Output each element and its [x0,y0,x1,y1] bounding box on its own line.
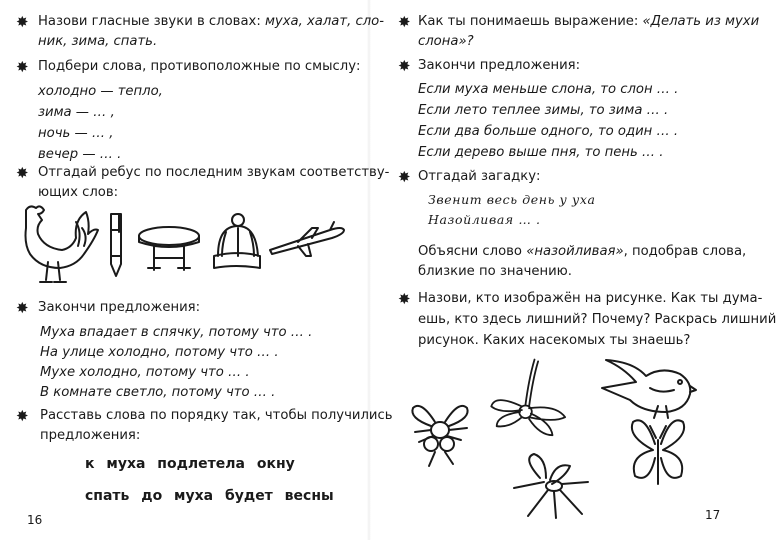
task-instruction: Назови, кто изображён на рисунке. Как ты дума- [418,291,763,306]
bullet-star-icon: ✸ [398,13,411,31]
task-quote: «Делать из мухи [642,14,760,29]
scrambled-sentence: спать до муха будет весны [85,488,334,504]
riddle-line: Звенит весь день у уха [428,192,596,207]
task-instruction: ющих слов: [38,185,119,200]
task-instruction: Подбери слова, противоположные по смыслу: [38,59,361,74]
example-line: ночь — … , [38,126,114,141]
scrambled-sentence: к муха подлетела окну [85,456,295,472]
bullet-star-icon: ✸ [16,407,29,425]
sentence-line: Если муха меньше слона, то слон … . [418,82,679,97]
task-text [418,14,759,30]
bullet-star-icon: ✸ [16,164,29,182]
task-word: «назойливая» [526,244,624,259]
bullet-star-icon: ✸ [398,168,411,186]
bullet-star-icon: ✸ [398,57,411,75]
sentence-line: На улице холодно, потому что … . [40,345,279,360]
task-instruction: Закончи предложения: [418,58,581,73]
task-instruction: Как ты понимаешь выражение: [418,14,643,29]
bullet-star-icon: ✸ [398,290,411,308]
task-words: муха, халат, сло- [264,14,384,29]
bullet-star-icon: ✸ [16,13,29,31]
task-instruction: Объясни слово [418,244,527,259]
butterfly-icon [625,414,691,498]
page-number: 16 [27,513,43,527]
task-instruction: Отгадай ребус по последним звукам соответству- [38,165,390,180]
example-line: зима — … , [38,105,115,120]
task-instruction: Назови гласные звуки в словах: [38,14,265,29]
fly-icon [405,392,475,468]
rooster-icon [18,202,98,284]
bullet-star-icon: ✸ [16,58,29,76]
bullet-star-icon: ✸ [16,299,29,317]
pen-icon [105,210,127,280]
hat-icon [208,212,264,274]
task-instruction: Отгадай загадку: [418,169,541,184]
task-quote: слона»? [418,34,474,49]
sentence-line: Мухе холодно, потому что … . [40,365,250,380]
sentence-line: Если два больше одного, то один … . [418,124,679,139]
task-text [38,14,384,30]
airplane-icon [268,222,346,258]
dragonfly-icon [485,356,575,446]
book-gutter [367,0,371,540]
sentence-line: Если лето теплее зимы, то зима … . [418,103,669,118]
task-instruction: предложения: [40,428,141,443]
riddle-line: Назойливая … . [428,212,541,227]
task-instruction: Расставь слова по порядку так, чтобы получились [40,408,393,423]
task-instruction: рисунок. Каких насекомых ты знаешь? [418,333,691,348]
task-words: ник, зима, спать. [38,34,158,49]
example-line: вечер — … . [38,147,122,162]
task-instruction: ешь, кто здесь лишний? Почему? Раскрась лишний [418,312,776,327]
sentence-line: В комнате светло, потому что … . [40,385,276,400]
mosquito-icon [510,452,600,520]
task-instruction: близкие по значению. [418,264,572,279]
sentence-line: Муха впадает в спячку, потому что … . [40,325,313,340]
sentence-line: Если дерево выше пня, то пень … . [418,145,664,160]
bird-icon [598,358,698,420]
table-icon [136,224,202,274]
task-instruction: Закончи предложения: [38,300,201,315]
task-text [418,244,746,260]
example-line: холодно — тепло, [38,84,163,99]
task-instruction: , подобрав слова, [623,244,747,259]
page-number: 17 [705,508,721,522]
